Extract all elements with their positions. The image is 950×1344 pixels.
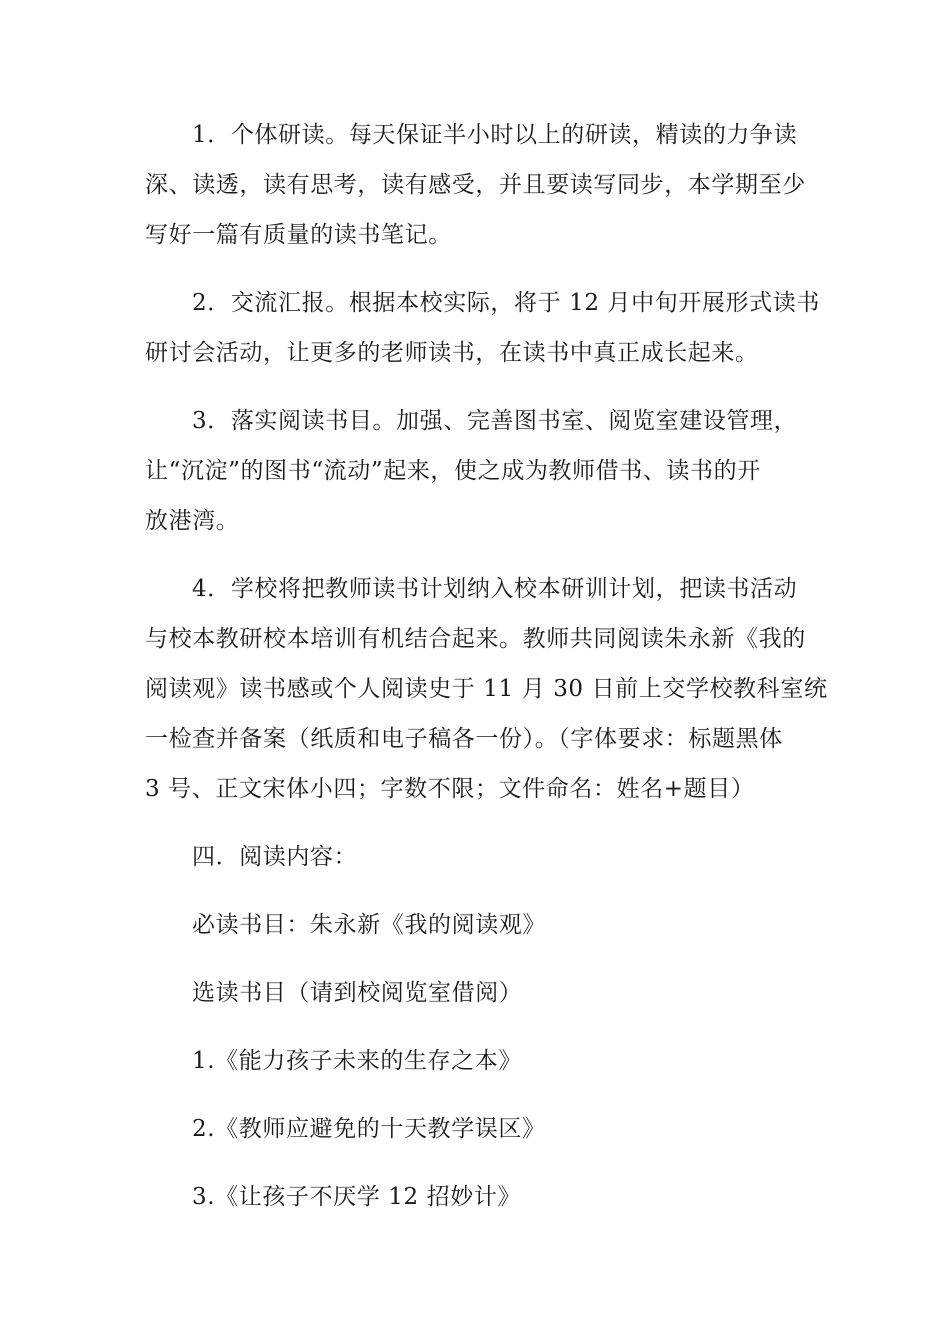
paragraph-1-line-2: 深、读透，读有思考，读有感受，并且要读写同步，本学期至少 <box>145 172 806 198</box>
paragraph-2-line-1: 2．交流汇报。根据本校实际，将于 12 月中旬开展形式读书 <box>192 290 820 316</box>
optional-reading-heading: 选读书目（请到校阅览室借阅） <box>192 980 523 1006</box>
paragraph-4-line-3: 阅读观》读书感或个人阅读史于 11 月 30 日前上交学校教科室统 <box>145 676 828 702</box>
paragraph-4-line-4: 一检查并备案（纸质和电子稿各一份）。（字体要求：标题黑体 <box>145 726 783 752</box>
book-list-item-2: 2.《教师应避免的十天教学误区》 <box>192 1116 546 1142</box>
section-heading: 四．阅读内容： <box>192 844 358 870</box>
paragraph-2-line-2: 研讨会活动，让更多的老师读书，在读书中真正成长起来。 <box>145 340 759 366</box>
paragraph-3-line-2: 让“沉淀”的图书“流动”起来，使之成为教师借书、读书的开 <box>145 458 761 484</box>
paragraph-1-line-1: 1．个体研读。每天保证半小时以上的研读，精读的力争读 <box>192 122 798 148</box>
paragraph-4-line-2: 与校本教研校本培训有机结合起来。教师共同阅读朱永新《我的 <box>145 626 806 652</box>
paragraph-3-line-3: 放港湾。 <box>145 508 240 534</box>
paragraph-1-line-3: 写好一篇有质量的读书笔记。 <box>145 222 452 248</box>
paragraph-4-line-5: 3 号、正文宋体小四；字数不限；文件命名：姓名+题目） <box>145 776 755 802</box>
book-list-item-3: 3.《让孩子不厌学 12 招妙计》 <box>192 1184 522 1210</box>
required-reading: 必读书目：朱永新《我的阅读观》 <box>192 912 546 938</box>
paragraph-3-line-1: 3．落实阅读书目。加强、完善图书室、阅览室建设管理， <box>192 408 798 434</box>
paragraph-4-line-1: 4．学校将把教师读书计划纳入校本研训计划，把读书活动 <box>192 576 798 602</box>
book-list-item-1: 1.《能力孩子未来的生存之本》 <box>192 1048 522 1074</box>
